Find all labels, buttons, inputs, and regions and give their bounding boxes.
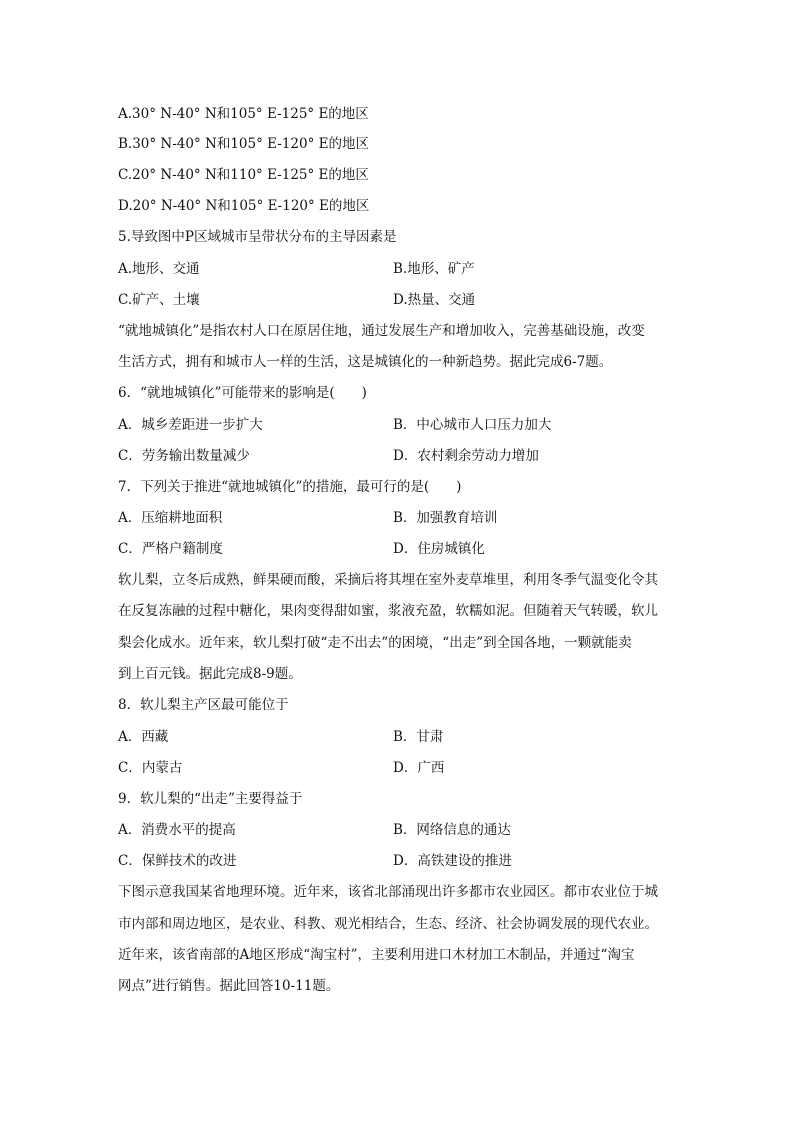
q8-option-d: D．广西 (393, 760, 445, 776)
passage-10-11-line-3: 近年来，该省南部的A地区形成“淘宝村”，主要利用进口木材加工木制品，并通过“淘宝 (118, 947, 635, 963)
q9-stem: 9．软儿梨的“出走”主要得益于 (118, 791, 303, 807)
q6-option-c: C．劳务输出数量减少 (118, 448, 250, 464)
passage-8-9-line-2: 在反复冻融的过程中糖化，果肉变得甜如蜜，浆液充盈，软糯如泥。但随着天气转暖，软儿 (118, 603, 658, 619)
q7-option-a: A．压缩耕地面积 (118, 510, 223, 526)
passage-6-7-line-2: 生活方式，拥有和城市人一样的生活，这是城镇化的一种新趋势。据此完成6-7题。 (118, 354, 613, 370)
q6-option-b: B．中心城市人口压力加大 (393, 417, 552, 433)
q5-option-c: C.矿产、土壤 (118, 292, 200, 308)
q4-option-d: D.20° N-40° N和105° E-120° E的地区 (118, 198, 370, 214)
q6-option-a: A．城乡差距进一步扩大 (118, 417, 263, 433)
passage-6-7-line-1: “就地城镇化”是指农村人口在原居住地，通过发展生产和增加收入，完善基础设施，改变 (118, 323, 645, 339)
q5-option-a: A.地形、交通 (118, 261, 200, 277)
q4-option-c: C.20° N-40° N和110° E-125° E的地区 (118, 167, 369, 183)
q7-option-b: B．加强教育培训 (393, 510, 498, 526)
passage-8-9-line-4: 到上百元钱。据此完成8-9题。 (118, 666, 302, 682)
q8-option-a: A．西藏 (118, 729, 169, 745)
passage-8-9-line-3: 梨会化成水。近年来，软儿梨打破“走不出去”的困境，“出走”到全国各地，一颗就能卖 (118, 635, 632, 651)
q9-option-b: B．网络信息的通达 (393, 822, 511, 838)
q4-option-b: B.30° N-40° N和105° E-120° E的地区 (118, 136, 369, 152)
q7-stem: 7．下列关于推进“就地城镇化”的措施，最可行的是( ) (118, 479, 462, 495)
q4-option-a: A.30° N-40° N和105° E-125° E的地区 (118, 106, 369, 122)
q7-option-c: C．严格户籍制度 (118, 541, 223, 557)
q5-stem: 5.导致图中P区域城市呈带状分布的主导因素是 (118, 229, 397, 245)
passage-10-11-line-2: 市内部和周边地区，是农业、科教、观光相结合，生态、经济、社会协调发展的现代农业。 (118, 916, 658, 932)
q5-option-d: D.热量、交通 (393, 292, 476, 308)
q6-option-d: D．农村剩余劳动力增加 (393, 448, 539, 464)
q5-option-b: B.地形、矿产 (393, 261, 475, 277)
q6-stem: 6．“就地城镇化”可能带来的影响是( ) (118, 385, 367, 401)
q9-option-a: A．消费水平的提高 (118, 822, 236, 838)
passage-8-9-line-1: 软儿梨，立冬后成熟，鲜果硬而酸，采摘后将其埋在室外麦草堆里，利用冬季气温变化令其 (118, 572, 658, 588)
q8-stem: 8．软儿梨主产区最可能位于 (118, 697, 289, 713)
q7-option-d: D．住房城镇化 (393, 541, 485, 557)
passage-10-11-line-1: 下图示意我国某省地理环境。近年来，该省北部涌现出许多都市农业园区。都市农业位于城 (118, 884, 658, 900)
q8-option-b: B．甘肃 (393, 729, 444, 745)
q9-option-d: D．高铁建设的推进 (393, 853, 512, 869)
q9-option-c: C．保鲜技术的改进 (118, 853, 237, 869)
passage-10-11-line-4: 网点”进行销售。据此回答10-11题。 (118, 978, 340, 994)
q8-option-c: C．内蒙古 (118, 760, 183, 776)
